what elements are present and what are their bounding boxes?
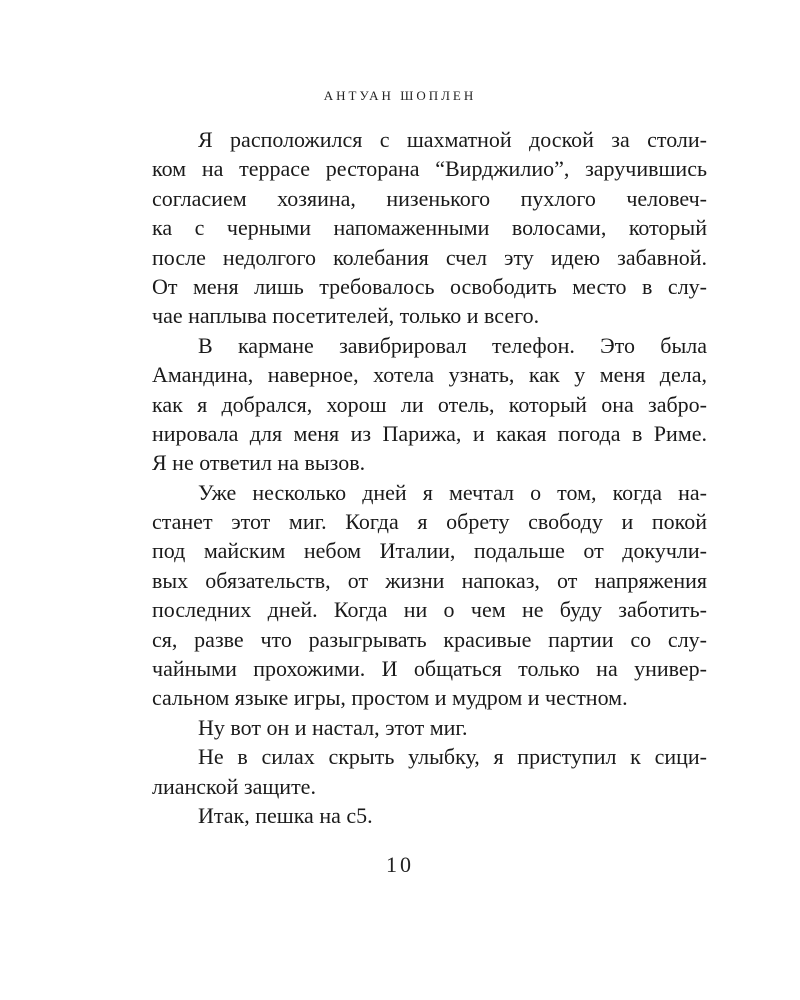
- body-text: [152, 125, 707, 830]
- text-line: станет этот миг. Когда я обрету свободу и покой: [152, 509, 707, 535]
- text-line: Я не ответил на вызов.: [152, 450, 366, 476]
- paragraph-4: [152, 713, 707, 742]
- text-line: ком на террасе ресторана “Вирджилио”, заручившись: [152, 156, 707, 182]
- text-line: лианской защите.: [152, 773, 316, 799]
- paragraph-2: [152, 331, 707, 478]
- text-line: ся, разве что разыгрывать красивые партии со слу-: [152, 626, 707, 652]
- paragraph-6: [152, 801, 707, 830]
- paragraph-5: [152, 742, 707, 801]
- text-line: В кармане завибрировал телефон. Это была: [198, 332, 707, 358]
- text-line: Я расположился с шахматной доской за столи-: [198, 127, 707, 152]
- text-line: Не в силах скрыть улыбку, я приступил к сици-: [198, 744, 707, 770]
- text-line: Ну вот он и настал, этот миг.: [198, 714, 468, 740]
- text-line: чае наплыва посетителей, только и всего.: [152, 303, 540, 329]
- paragraph-3: [152, 478, 707, 713]
- running-head: АНТУАН ШОПЛЕН: [323, 88, 477, 103]
- text-line: От меня лишь требовалось освободить место в слу-: [152, 273, 707, 299]
- text-line: сальном языке игры, простом и мудром и честном.: [152, 685, 628, 711]
- text-line: нировала для меня из Парижа, и какая погода в Риме.: [152, 420, 707, 446]
- text-line: как я добрался, хорош ли отель, который она забро-: [152, 391, 707, 417]
- text-line: Уже несколько дней я мечтал о том, когда на-: [198, 479, 707, 505]
- text-line: после недолгого колебания счел эту идею забавной.: [152, 244, 707, 270]
- text-line: Итак, пешка на c5.: [198, 802, 373, 828]
- text-line: согласием хозяина, низенького пухлого человеч-: [152, 185, 707, 211]
- text-line: последних дней. Когда ни о чем не буду заботить-: [152, 597, 707, 623]
- paragraph-1: [152, 125, 707, 331]
- text-line: под майским небом Италии, подальше от докучли-: [152, 538, 707, 564]
- text-line: ка с черными напомаженными волосами, который: [152, 215, 707, 241]
- text-line: Амандина, наверное, хотела узнать, как у меня дела,: [152, 362, 707, 388]
- text-line: вых обязательств, от жизни напоказ, от напряжения: [152, 567, 707, 593]
- text-line: чайными прохожими. И общаться только на универ-: [152, 656, 707, 682]
- page-number: 10: [386, 852, 414, 877]
